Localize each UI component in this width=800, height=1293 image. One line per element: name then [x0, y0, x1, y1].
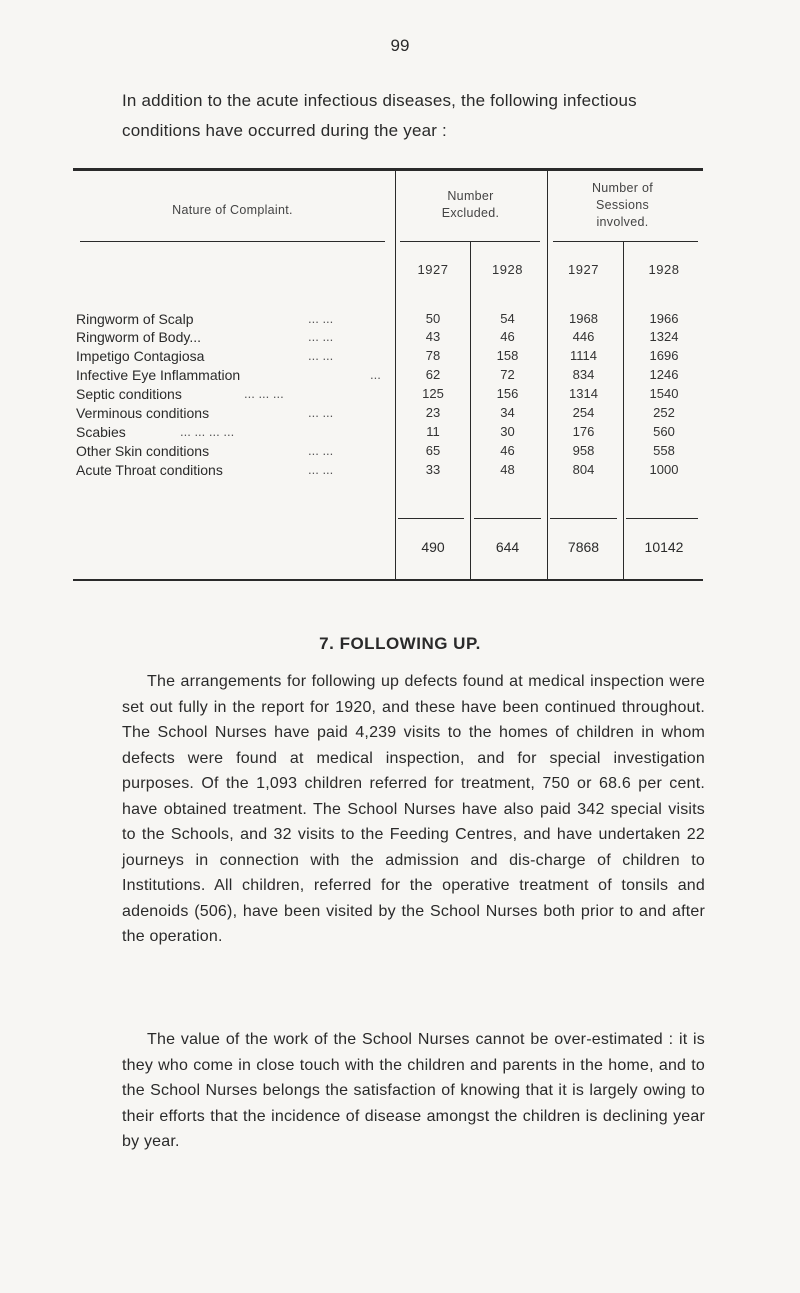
- cell-sessions-1928: 252: [653, 405, 675, 420]
- cell-excluded-1927: 62: [425, 367, 441, 382]
- cell-sessions-1928: 1966: [649, 311, 679, 326]
- cell-sessions-1927: 804: [572, 462, 595, 477]
- cell-excluded-1928: 72: [500, 367, 515, 382]
- leader-dots: ... ...: [308, 405, 334, 420]
- cell-excluded-1928: 46: [500, 443, 515, 458]
- cell-sessions-1927: 446: [572, 329, 595, 344]
- table-bottom-rule: [73, 579, 703, 581]
- cell-sessions-1927: 1114: [570, 348, 597, 363]
- leader-dots: ... ...: [308, 311, 334, 326]
- cell-excluded-1928: 158: [496, 348, 519, 363]
- cell-excluded-1927: 125: [422, 386, 444, 401]
- year-sessions-1928: 1928: [648, 262, 680, 277]
- totals-rule: [474, 518, 541, 519]
- table-top-rule: [73, 168, 703, 171]
- cell-excluded-1927: 78: [425, 348, 441, 363]
- cell-sessions-1928: 558: [653, 443, 675, 458]
- cell-excluded-1928: 30: [500, 424, 515, 439]
- leader-dots: ... ...: [308, 348, 334, 363]
- cell-excluded-1927: 65: [425, 443, 441, 458]
- year-sessions-1927: 1927: [568, 262, 599, 277]
- row-label: Verminous conditions: [76, 405, 210, 421]
- header-underline: [80, 241, 385, 242]
- year-excluded-1927: 1927: [417, 262, 449, 277]
- cell-sessions-1928: 1246: [649, 367, 679, 382]
- intro-text: In addition to the acute infectious diseases, the following infectious conditions have occurred during the year :: [122, 91, 637, 140]
- cell-sessions-1927: 1968: [569, 311, 598, 326]
- cell-sessions-1928: 1696: [649, 348, 679, 363]
- paragraph-school-nurses: The value of the work of the School Nurses cannot be over-estimated : it is they who come in close touch with the children and parents in the home, and to the School Nurses belongs the satisfaction of knowing that it is largely owing to their efforts that the incidence of disease amongst the children is declining year by year.: [122, 1031, 705, 1150]
- row-label: Scabies: [76, 424, 126, 440]
- cell-excluded-1927: 23: [425, 405, 441, 420]
- cell-excluded-1928: 34: [500, 405, 515, 420]
- header-number-of-sessions: Number of Sessions involved.: [591, 181, 654, 229]
- header-underline: [400, 241, 540, 242]
- cell-excluded-1928: 54: [500, 311, 515, 326]
- totals-rule: [626, 518, 698, 519]
- total-excluded-1927: 490: [421, 539, 445, 555]
- row-label: Ringworm of Body...: [76, 329, 202, 345]
- cell-sessions-1928: 1324: [649, 329, 679, 344]
- totals-rule: [398, 518, 464, 519]
- cell-sessions-1927: 254: [572, 405, 595, 420]
- paragraph-following-up: The arrangements for following up defects found at medical inspection were set out fully in the report for 1920, and these have been continued throughout. The School Nurses have paid 4,239 visits to the homes of children in whom defects were found at medical inspection, and for special investigation purposes. Of the 1,093 children referred for treatment, 750 or 68.6 per cent. have obtained treatment. The School Nurses have also paid 342 special visits to the Schools, and 32 visits to the Feeding Centres, and have undertaken 22 journeys in connection with the admission and dis-charge of children to Institutions. All children, referred for the operative treatment of tonsils and adenoids (506), have been visited by the School Nurses both prior to and after the operation.: [122, 673, 705, 945]
- totals-rule: [550, 518, 617, 519]
- col-divider: [395, 171, 396, 579]
- row-label: Infective Eye Inflammation: [76, 367, 241, 383]
- cell-excluded-1928: 48: [500, 462, 515, 477]
- section-title: 7. FOLLOWING UP.: [319, 634, 481, 653]
- leader-dots: ...: [370, 367, 381, 382]
- row-label: Other Skin conditions: [76, 443, 210, 459]
- header-nature-of-complaint: Nature of Complaint.: [172, 203, 293, 217]
- cell-sessions-1927: 834: [572, 367, 595, 382]
- header-number-excluded: Number Excluded.: [441, 189, 500, 220]
- cell-excluded-1927: 43: [425, 329, 441, 344]
- cell-excluded-1927: 50: [425, 311, 441, 326]
- total-sessions-1927: 7868: [567, 539, 600, 555]
- leader-dots: ... ...: [308, 462, 334, 477]
- cell-sessions-1927: 176: [572, 424, 595, 439]
- cell-sessions-1927: 958: [572, 443, 595, 458]
- total-excluded-1928: 644: [495, 539, 520, 555]
- cell-excluded-1927: 33: [425, 462, 441, 477]
- col-divider: [547, 171, 548, 579]
- cell-excluded-1928: 156: [496, 386, 519, 401]
- cell-sessions-1928: 560: [653, 424, 675, 439]
- row-label: Impetigo Contagiosa: [76, 348, 205, 364]
- page-number: 99: [390, 36, 410, 55]
- year-excluded-1928: 1928: [492, 262, 523, 277]
- cell-excluded-1928: 46: [500, 329, 515, 344]
- cell-sessions-1928: 1000: [649, 462, 679, 477]
- cell-excluded-1927: 11: [426, 424, 440, 439]
- col-divider: [623, 242, 624, 579]
- total-sessions-1928: 10142: [644, 539, 684, 555]
- leader-dots: ... ...: [308, 443, 334, 458]
- leader-dots: ... ... ... ...: [180, 424, 235, 439]
- col-divider: [470, 242, 471, 579]
- cell-sessions-1928: 1540: [649, 386, 679, 401]
- row-label: Ringworm of Scalp: [76, 311, 194, 327]
- row-label: Septic conditions: [76, 386, 182, 402]
- leader-dots: ... ... ...: [244, 386, 284, 401]
- leader-dots: ... ...: [308, 329, 334, 344]
- header-underline: [553, 241, 698, 242]
- cell-sessions-1927: 1314: [569, 386, 598, 401]
- row-label: Acute Throat conditions: [76, 462, 223, 478]
